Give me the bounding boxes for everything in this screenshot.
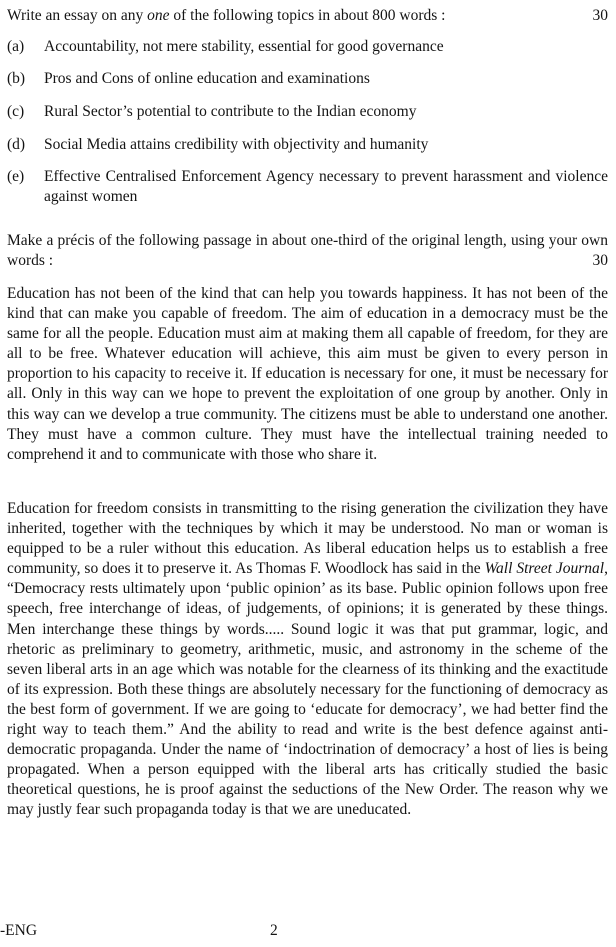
essay-marks: 30 [592, 7, 608, 24]
precis-instruction [7, 231, 608, 271]
essay-topic-e [7, 167, 608, 207]
topic-text: Pros and Cons of online education and examinations [44, 70, 370, 87]
topic-text: Rural Sector’s potential to contribute to the Indian economy [44, 103, 417, 120]
page-number: 2 [270, 922, 278, 939]
essay-instruction [7, 6, 608, 26]
paper-code: -ENG [0, 922, 38, 939]
passage-paragraph-2 [7, 499, 608, 821]
topic-text: Social Media attains credibility with objectivity and humanity [44, 136, 429, 153]
essay-topic-a [7, 37, 608, 57]
topic-label: (e) [7, 168, 25, 185]
essay-instruction-emphasis: one [147, 7, 170, 24]
precis-marks: 30 [592, 252, 608, 269]
essay-instruction-post: of the following topics in about 800 words : [169, 7, 446, 24]
topic-text: Effective Centralised Enforcement Agency necessary to prevent harassment and violence against women [44, 168, 608, 205]
topic-label: (c) [7, 103, 25, 120]
essay-topic-b [7, 69, 608, 89]
topic-label: (b) [7, 70, 26, 87]
passage-paragraph-1: Education has not been of the kind that can help you towards happiness. It has not been of the kind that can make you capable of freedom. The aim of education in a democracy must be the same for all the people. Education must aim at making them all capable of freedom, for they are all to be free. Whatever education will achieve, this aim must be given to every person in proportion to his capacity to receive it. If education is necessary for one, it must be necessary for all. Only in this way can we hope to prevent the exploitation of one group by another. Only in this way can we develop a true community. The citizens must be able to understand one another. They must have a common culture. They must have the intellectual training needed to comprehend it and to communicate with those who share it. [7, 285, 608, 463]
passage-paragraph-2-post: , “Democracy rests ultimately upon ‘public opinion’ as its base. Public opinion follows upon free speech, free interchange of ideas, of judgements, of opinions; it is generated by these things. Men interchange these things by words..... Sound logic it was that put grammar, logic, and rhetoric as preliminary to geometry, arithmetic, music, and astronomy in the scheme of the seven liberal arts in an age which was notable for the clearness of its thinking and the exactitude of its expression. Both these things are absolutely necessary for the functioning of democracy as the best form of government. If we are going to ‘educate for democracy’, we had better find the right way to teach them.” And the ability to read and write is the best defence against anti-democratic propaganda. Under the name of ‘indoctrination of democracy’ a host of lies is being propagated. When a person equipped with the liberal arts has critically studied the basic theoretical questions, he is proof against the seductions of the New Order. The reason why we may justly fear such propaganda today is that we are uneducated. [7, 560, 608, 819]
precis-instruction-text: Make a précis of the following passage in about one-third of the original length, using your own words : [7, 232, 608, 269]
essay-topic-c [7, 102, 608, 122]
journal-title: Wall Street Journal [484, 560, 605, 578]
topic-label: (a) [7, 38, 25, 55]
essay-topic-d [7, 135, 608, 155]
topic-label: (d) [7, 136, 26, 153]
passage-paragraph-2-pre: Education for freedom consists in transmitting to the rising generation the civilization they have inherited, together with the techniques by which it may be understood. No man or woman is equipped to be a ruler without this education. As liberal education helps us to establish a free community, so does it to preserve it. As Thomas F. Woodlock has said in the [7, 500, 608, 578]
essay-instruction-pre: Write an essay on any [7, 7, 148, 24]
topic-text: Accountability, not mere stability, essential for good governance [44, 38, 444, 55]
